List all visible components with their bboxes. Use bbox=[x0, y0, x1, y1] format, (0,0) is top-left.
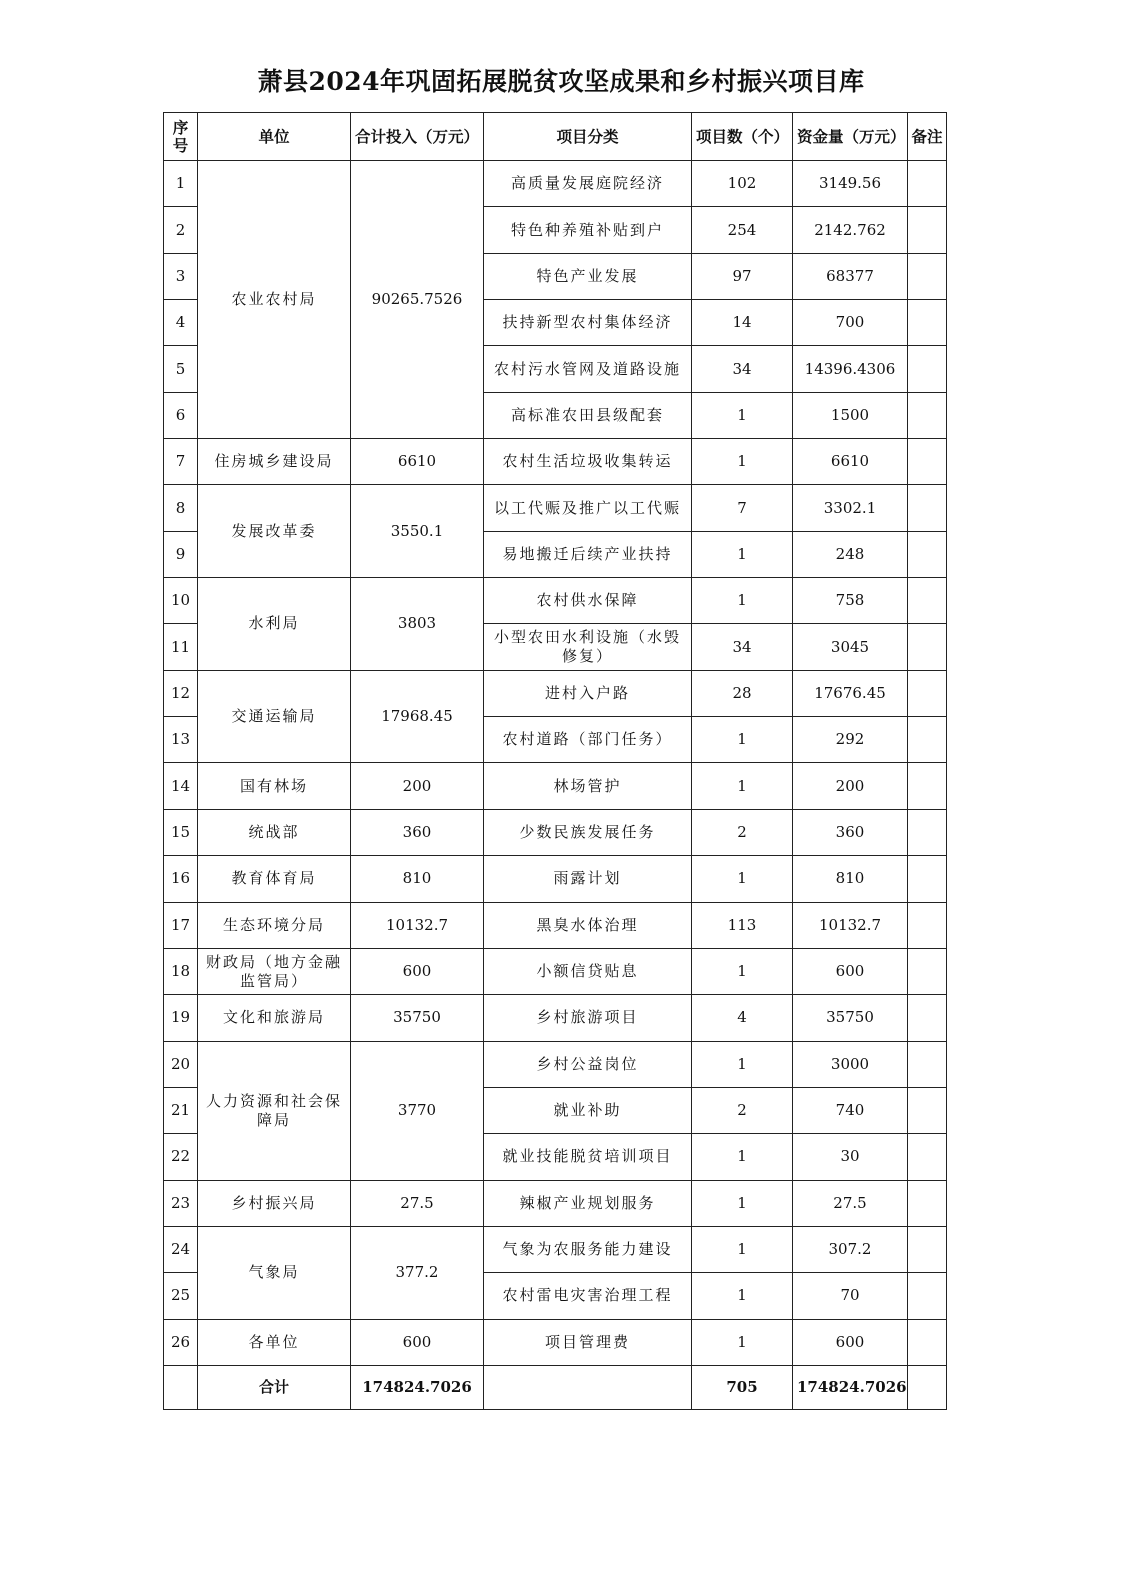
seq-cell: 10 bbox=[164, 578, 198, 624]
funds-cell: 360 bbox=[793, 809, 908, 855]
unit-cell: 教育体育局 bbox=[198, 856, 351, 902]
funds-cell: 35750 bbox=[793, 995, 908, 1041]
count-cell: 1 bbox=[692, 717, 793, 763]
count-cell: 14 bbox=[692, 300, 793, 346]
header-category: 项目分类 bbox=[484, 113, 692, 161]
unit-total-cell: 90265.7526 bbox=[351, 161, 484, 439]
total-seq-cell bbox=[164, 1365, 198, 1409]
count-cell: 34 bbox=[692, 624, 793, 670]
unit-total-cell: 6610 bbox=[351, 439, 484, 485]
remark-cell bbox=[908, 1180, 947, 1226]
table-row bbox=[164, 1180, 947, 1226]
unit-cell: 财政局（地方金融监管局） bbox=[198, 948, 351, 994]
table-row bbox=[164, 578, 947, 624]
remark-cell bbox=[908, 485, 947, 531]
seq-cell: 23 bbox=[164, 1180, 198, 1226]
category-cell: 气象为农服务能力建设 bbox=[484, 1226, 692, 1272]
header-funds: 资金量（万元） bbox=[793, 113, 908, 161]
seq-cell: 17 bbox=[164, 902, 198, 948]
unit-cell: 人力资源和社会保障局 bbox=[198, 1041, 351, 1180]
funds-cell: 27.5 bbox=[793, 1180, 908, 1226]
funds-cell: 200 bbox=[793, 763, 908, 809]
seq-cell: 24 bbox=[164, 1226, 198, 1272]
total-count-cell: 705 bbox=[692, 1365, 793, 1409]
funds-cell: 3045 bbox=[793, 624, 908, 670]
count-cell: 1 bbox=[692, 1226, 793, 1272]
remark-cell bbox=[908, 253, 947, 299]
category-cell: 少数民族发展任务 bbox=[484, 809, 692, 855]
count-cell: 7 bbox=[692, 485, 793, 531]
count-cell: 1 bbox=[692, 1041, 793, 1087]
seq-cell: 22 bbox=[164, 1134, 198, 1180]
table-row bbox=[164, 1319, 947, 1365]
seq-cell: 6 bbox=[164, 392, 198, 438]
remark-cell bbox=[908, 578, 947, 624]
header-unit: 单位 bbox=[198, 113, 351, 161]
category-cell: 进村入户路 bbox=[484, 670, 692, 716]
funds-cell: 14396.4306 bbox=[793, 346, 908, 392]
unit-total-cell: 27.5 bbox=[351, 1180, 484, 1226]
funds-cell: 30 bbox=[793, 1134, 908, 1180]
table-row bbox=[164, 763, 947, 809]
count-cell: 1 bbox=[692, 1273, 793, 1319]
project-table bbox=[163, 112, 947, 1410]
category-cell: 农村供水保障 bbox=[484, 578, 692, 624]
remark-cell bbox=[908, 763, 947, 809]
category-cell: 黑臭水体治理 bbox=[484, 902, 692, 948]
count-cell: 1 bbox=[692, 948, 793, 994]
seq-cell: 4 bbox=[164, 300, 198, 346]
table-row bbox=[164, 1226, 947, 1272]
seq-cell: 11 bbox=[164, 624, 198, 670]
unit-cell: 生态环境分局 bbox=[198, 902, 351, 948]
category-cell: 小型农田水利设施（水毁修复） bbox=[484, 624, 692, 670]
remark-cell bbox=[908, 856, 947, 902]
count-cell: 1 bbox=[692, 392, 793, 438]
remark-cell bbox=[908, 948, 947, 994]
unit-cell: 乡村振兴局 bbox=[198, 1180, 351, 1226]
seq-cell: 1 bbox=[164, 161, 198, 207]
table-row bbox=[164, 439, 947, 485]
seq-cell: 25 bbox=[164, 1273, 198, 1319]
remark-cell bbox=[908, 392, 947, 438]
total-funds-cell: 174824.7026 bbox=[793, 1365, 908, 1409]
remark-cell bbox=[908, 1087, 947, 1133]
funds-cell: 1500 bbox=[793, 392, 908, 438]
seq-cell: 18 bbox=[164, 948, 198, 994]
unit-cell: 交通运输局 bbox=[198, 670, 351, 763]
category-cell: 特色种养殖补贴到户 bbox=[484, 207, 692, 253]
seq-cell: 15 bbox=[164, 809, 198, 855]
count-cell: 1 bbox=[692, 763, 793, 809]
category-cell: 辣椒产业规划服务 bbox=[484, 1180, 692, 1226]
seq-cell: 7 bbox=[164, 439, 198, 485]
header-remark: 备注 bbox=[908, 113, 947, 161]
unit-cell: 统战部 bbox=[198, 809, 351, 855]
seq-cell: 21 bbox=[164, 1087, 198, 1133]
unit-total-cell: 3770 bbox=[351, 1041, 484, 1180]
seq-cell: 12 bbox=[164, 670, 198, 716]
funds-cell: 700 bbox=[793, 300, 908, 346]
table-row bbox=[164, 948, 947, 994]
unit-total-cell: 200 bbox=[351, 763, 484, 809]
category-cell: 农村生活垃圾收集转运 bbox=[484, 439, 692, 485]
unit-cell: 住房城乡建设局 bbox=[198, 439, 351, 485]
seq-cell: 19 bbox=[164, 995, 198, 1041]
category-cell: 特色产业发展 bbox=[484, 253, 692, 299]
table-row bbox=[164, 485, 947, 531]
funds-cell: 68377 bbox=[793, 253, 908, 299]
category-cell: 高标准农田县级配套 bbox=[484, 392, 692, 438]
category-cell: 就业技能脱贫培训项目 bbox=[484, 1134, 692, 1180]
count-cell: 1 bbox=[692, 856, 793, 902]
table-row bbox=[164, 856, 947, 902]
count-cell: 2 bbox=[692, 809, 793, 855]
count-cell: 34 bbox=[692, 346, 793, 392]
funds-cell: 3302.1 bbox=[793, 485, 908, 531]
unit-total-cell: 600 bbox=[351, 1319, 484, 1365]
seq-cell: 9 bbox=[164, 531, 198, 577]
funds-cell: 3149.56 bbox=[793, 161, 908, 207]
seq-cell: 8 bbox=[164, 485, 198, 531]
remark-cell bbox=[908, 439, 947, 485]
category-cell: 小额信贷贴息 bbox=[484, 948, 692, 994]
table-row bbox=[164, 902, 947, 948]
funds-cell: 2142.762 bbox=[793, 207, 908, 253]
remark-cell bbox=[908, 1226, 947, 1272]
unit-cell: 国有林场 bbox=[198, 763, 351, 809]
funds-cell: 17676.45 bbox=[793, 670, 908, 716]
total-row bbox=[164, 1365, 947, 1409]
total-remark-cell bbox=[908, 1365, 947, 1409]
seq-cell: 13 bbox=[164, 717, 198, 763]
funds-cell: 740 bbox=[793, 1087, 908, 1133]
category-cell: 以工代赈及推广以工代赈 bbox=[484, 485, 692, 531]
count-cell: 1 bbox=[692, 1319, 793, 1365]
funds-cell: 600 bbox=[793, 948, 908, 994]
seq-cell: 2 bbox=[164, 207, 198, 253]
seq-cell: 14 bbox=[164, 763, 198, 809]
funds-cell: 10132.7 bbox=[793, 902, 908, 948]
unit-cell: 各单位 bbox=[198, 1319, 351, 1365]
funds-cell: 248 bbox=[793, 531, 908, 577]
funds-cell: 292 bbox=[793, 717, 908, 763]
funds-cell: 600 bbox=[793, 1319, 908, 1365]
remark-cell bbox=[908, 531, 947, 577]
remark-cell bbox=[908, 995, 947, 1041]
table-row bbox=[164, 1041, 947, 1087]
remark-cell bbox=[908, 1273, 947, 1319]
remark-cell bbox=[908, 161, 947, 207]
remark-cell bbox=[908, 1134, 947, 1180]
category-cell: 农村道路（部门任务） bbox=[484, 717, 692, 763]
category-cell: 高质量发展庭院经济 bbox=[484, 161, 692, 207]
funds-cell: 70 bbox=[793, 1273, 908, 1319]
category-cell: 农村污水管网及道路设施 bbox=[484, 346, 692, 392]
count-cell: 1 bbox=[692, 531, 793, 577]
unit-cell: 水利局 bbox=[198, 578, 351, 671]
remark-cell bbox=[908, 1041, 947, 1087]
unit-total-cell: 3550.1 bbox=[351, 485, 484, 578]
header-seq: 序 号 bbox=[164, 113, 198, 161]
count-cell: 4 bbox=[692, 995, 793, 1041]
count-cell: 2 bbox=[692, 1087, 793, 1133]
category-cell: 就业补助 bbox=[484, 1087, 692, 1133]
header-count: 项目数（个） bbox=[692, 113, 793, 161]
category-cell: 扶持新型农村集体经济 bbox=[484, 300, 692, 346]
table-row bbox=[164, 161, 947, 207]
category-cell: 农村雷电灾害治理工程 bbox=[484, 1273, 692, 1319]
table-row bbox=[164, 670, 947, 716]
seq-cell: 20 bbox=[164, 1041, 198, 1087]
unit-total-cell: 3803 bbox=[351, 578, 484, 671]
remark-cell bbox=[908, 300, 947, 346]
header-row bbox=[164, 113, 947, 161]
document-title: 萧县2024年巩固拓展脱贫攻坚成果和乡村振兴项目库 bbox=[257, 67, 865, 96]
header-total-invest: 合计投入（万元） bbox=[351, 113, 484, 161]
remark-cell bbox=[908, 717, 947, 763]
count-cell: 28 bbox=[692, 670, 793, 716]
seq-cell: 3 bbox=[164, 253, 198, 299]
category-cell: 林场管护 bbox=[484, 763, 692, 809]
count-cell: 254 bbox=[692, 207, 793, 253]
total-category-cell bbox=[484, 1365, 692, 1409]
category-cell: 乡村公益岗位 bbox=[484, 1041, 692, 1087]
unit-cell: 文化和旅游局 bbox=[198, 995, 351, 1041]
unit-total-cell: 600 bbox=[351, 948, 484, 994]
count-cell: 1 bbox=[692, 439, 793, 485]
unit-cell: 发展改革委 bbox=[198, 485, 351, 578]
category-cell: 项目管理费 bbox=[484, 1319, 692, 1365]
remark-cell bbox=[908, 809, 947, 855]
count-cell: 97 bbox=[692, 253, 793, 299]
category-cell: 雨露计划 bbox=[484, 856, 692, 902]
unit-total-cell: 360 bbox=[351, 809, 484, 855]
unit-total-cell: 10132.7 bbox=[351, 902, 484, 948]
funds-cell: 307.2 bbox=[793, 1226, 908, 1272]
unit-cell: 气象局 bbox=[198, 1226, 351, 1319]
seq-cell: 16 bbox=[164, 856, 198, 902]
funds-cell: 3000 bbox=[793, 1041, 908, 1087]
table-row bbox=[164, 995, 947, 1041]
remark-cell bbox=[908, 902, 947, 948]
seq-cell: 26 bbox=[164, 1319, 198, 1365]
remark-cell bbox=[908, 670, 947, 716]
count-cell: 102 bbox=[692, 161, 793, 207]
count-cell: 1 bbox=[692, 1180, 793, 1226]
funds-cell: 758 bbox=[793, 578, 908, 624]
remark-cell bbox=[908, 624, 947, 670]
unit-total-cell: 377.2 bbox=[351, 1226, 484, 1319]
count-cell: 113 bbox=[692, 902, 793, 948]
category-cell: 乡村旅游项目 bbox=[484, 995, 692, 1041]
category-cell: 易地搬迁后续产业扶持 bbox=[484, 531, 692, 577]
funds-cell: 6610 bbox=[793, 439, 908, 485]
seq-cell: 5 bbox=[164, 346, 198, 392]
count-cell: 1 bbox=[692, 1134, 793, 1180]
unit-cell: 农业农村局 bbox=[198, 161, 351, 439]
remark-cell bbox=[908, 1319, 947, 1365]
remark-cell bbox=[908, 207, 947, 253]
total-invest-cell: 174824.7026 bbox=[351, 1365, 484, 1409]
table-row bbox=[164, 809, 947, 855]
count-cell: 1 bbox=[692, 578, 793, 624]
unit-total-cell: 35750 bbox=[351, 995, 484, 1041]
remark-cell bbox=[908, 346, 947, 392]
funds-cell: 810 bbox=[793, 856, 908, 902]
total-label-cell: 合计 bbox=[198, 1365, 351, 1409]
unit-total-cell: 810 bbox=[351, 856, 484, 902]
unit-total-cell: 17968.45 bbox=[351, 670, 484, 763]
